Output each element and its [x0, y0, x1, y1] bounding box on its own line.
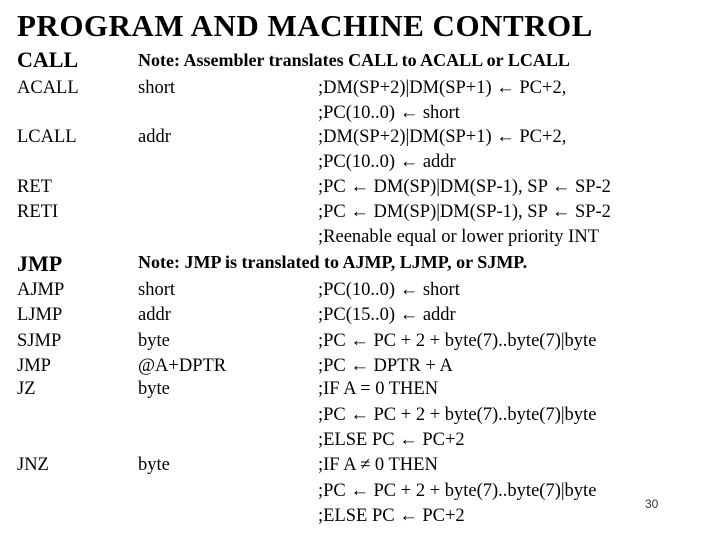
jmp-row [0, 378, 720, 403]
jmp-heading: JMP [17, 251, 63, 276]
mnemonic: JZ [17, 379, 36, 399]
call-row [0, 151, 720, 176]
operand: byte [138, 455, 170, 475]
comment: ;IF A = 0 THEN [318, 379, 439, 399]
operand: byte [138, 331, 170, 351]
comment: ;ELSE PC ← PC+2 [318, 506, 465, 526]
operand: byte [138, 379, 170, 399]
comment: ;PC ← PC + 2 + byte(7)..byte(7)|byte [318, 481, 597, 501]
mnemonic: RETI [17, 202, 59, 222]
jmp-row [0, 454, 720, 479]
comment: ;DM(SP+2)|DM(SP+1) ← PC+2, [318, 127, 567, 147]
call-note: Note: Assembler translates CALL to ACALL or LCALL [138, 50, 570, 70]
comment: ;PC ← PC + 2 + byte(7)..byte(7)|byte [318, 405, 597, 425]
mnemonic: JNZ [17, 455, 49, 475]
comment: ;PC(15..0) ← addr [318, 305, 456, 325]
mnemonic: ACALL [17, 78, 79, 98]
call-row [0, 77, 720, 102]
operand: addr [138, 127, 171, 147]
operand: addr [138, 305, 171, 325]
jmp-row [0, 480, 720, 505]
call-row [0, 201, 720, 226]
comment: ;PC ← DM(SP)|DM(SP-1), SP ← SP-2 [318, 202, 611, 222]
slide-title: PROGRAM AND MACHINE CONTROL [17, 8, 593, 43]
call-row [0, 176, 720, 201]
mnemonic: RET [17, 177, 52, 197]
jmp-note: Note: JMP is translated to AJMP, LJMP, or SJMP. [138, 252, 528, 272]
mnemonic: SJMP [17, 331, 62, 351]
mnemonic: JMP [17, 356, 51, 376]
call-row [0, 226, 720, 251]
jmp-row [0, 505, 720, 530]
operand: @A+DPTR [138, 356, 227, 376]
comment: ;DM(SP+2)|DM(SP+1) ← PC+2, [318, 78, 567, 98]
jmp-row [0, 429, 720, 454]
comment: ;PC(10..0) ← short [318, 280, 460, 300]
jmp-row [0, 404, 720, 429]
call-row [0, 126, 720, 151]
comment: ;PC ← PC + 2 + byte(7)..byte(7)|byte [318, 331, 597, 351]
call-row [0, 102, 720, 127]
call-heading: CALL [17, 47, 79, 72]
jmp-row [0, 355, 720, 380]
comment: ;IF A ≠ 0 THEN [318, 455, 438, 475]
comment: ;Reenable equal or lower priority INT [318, 227, 599, 247]
mnemonic: AJMP [17, 280, 65, 300]
jmp-row [0, 304, 720, 329]
operand: short [138, 280, 175, 300]
comment: ;PC ← DM(SP)|DM(SP-1), SP ← SP-2 [318, 177, 611, 197]
comment: ;ELSE PC ← PC+2 [318, 430, 465, 450]
mnemonic: LCALL [17, 127, 77, 147]
operand: short [138, 78, 175, 98]
page-number: 30 [645, 497, 659, 511]
jmp-row [0, 330, 720, 355]
comment: ;PC(10..0) ← addr [318, 152, 456, 172]
comment: ;PC(10..0) ← short [318, 103, 460, 123]
comment: ;PC ← DPTR + A [318, 356, 453, 376]
jmp-row [0, 279, 720, 304]
mnemonic: LJMP [17, 305, 63, 325]
